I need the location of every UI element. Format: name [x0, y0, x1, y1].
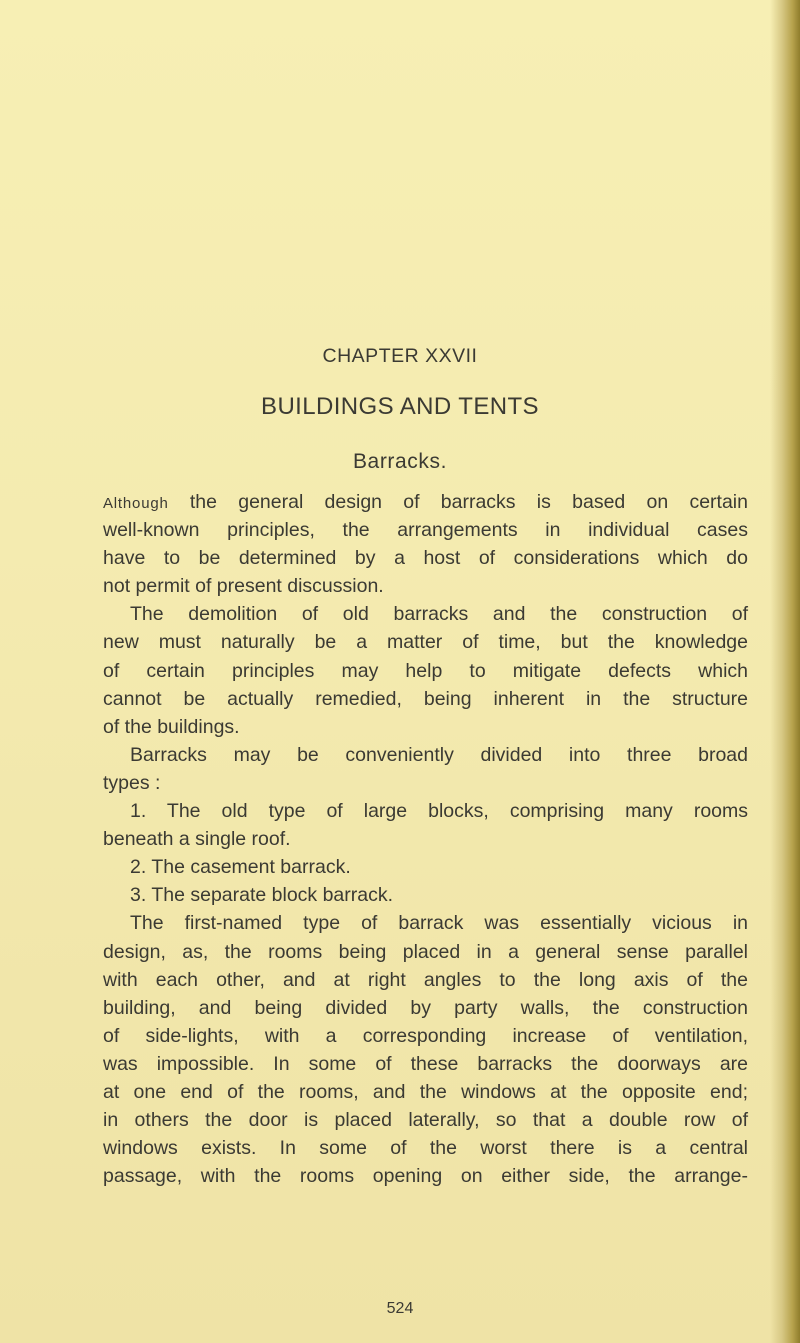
text-line: building, and being divided by party walls, the construction [103, 996, 748, 1019]
text-line: types : [103, 771, 161, 794]
list-item: 1. The old type of large blocks, comprising many rooms [130, 800, 748, 823]
page-edge-shadow [770, 0, 800, 1343]
text-line: design, as, the rooms being placed in a general sense parallel [103, 940, 748, 963]
text-line: of certain principles may help to mitigate defects which [103, 659, 748, 682]
text-line: was impossible. In some of these barracks the doorways are [103, 1052, 748, 1075]
text-line: The demolition of old barracks and the construction of [130, 603, 748, 626]
text-line: not permit of present discussion. [103, 575, 384, 598]
text-line: beneath a single roof. [103, 828, 291, 851]
text-line: new must naturally be a matter of time, but the knowledge [103, 631, 748, 654]
text-line: Barracks may be conveniently divided into three broad [130, 743, 748, 766]
text-line: Although the general design of barracks is based on certain [103, 491, 748, 513]
page-number: 524 [386, 1300, 414, 1317]
text-line: The first-named type of barrack was essentially vicious in [130, 912, 748, 935]
text-line: well-known principles, the arrangements in individual cases [103, 519, 748, 542]
opening-word: Although [103, 495, 169, 512]
text-line: windows exists. In some of the worst there is a central [103, 1137, 748, 1160]
text-line: cannot be actually remedied, being inherent in the structure [103, 687, 748, 710]
text-line: in others the door is placed laterally, so that a double row of [103, 1109, 748, 1132]
text-line: at one end of the rooms, and the windows at the opposite end; [103, 1080, 748, 1103]
list-item: 3. The separate block barrack. [130, 884, 394, 907]
text-line: with each other, and at right angles to the long axis of the [103, 968, 748, 991]
text-line: of the buildings. [103, 715, 240, 738]
text-line: passage, with the rooms opening on either side, the arrange- [103, 1165, 748, 1188]
text-line: have to be determined by a host of considerations which do [103, 547, 748, 570]
chapter-title: BUILDINGS AND TENTS [261, 393, 539, 420]
body-text [103, 488, 748, 1190]
text-line: of side-lights, with a corresponding increase of ventilation, [103, 1024, 748, 1047]
list-item: 2. The casement barrack. [130, 856, 351, 879]
section-heading: Barracks. [352, 450, 448, 473]
chapter-label: CHAPTER XXVII [322, 345, 478, 367]
